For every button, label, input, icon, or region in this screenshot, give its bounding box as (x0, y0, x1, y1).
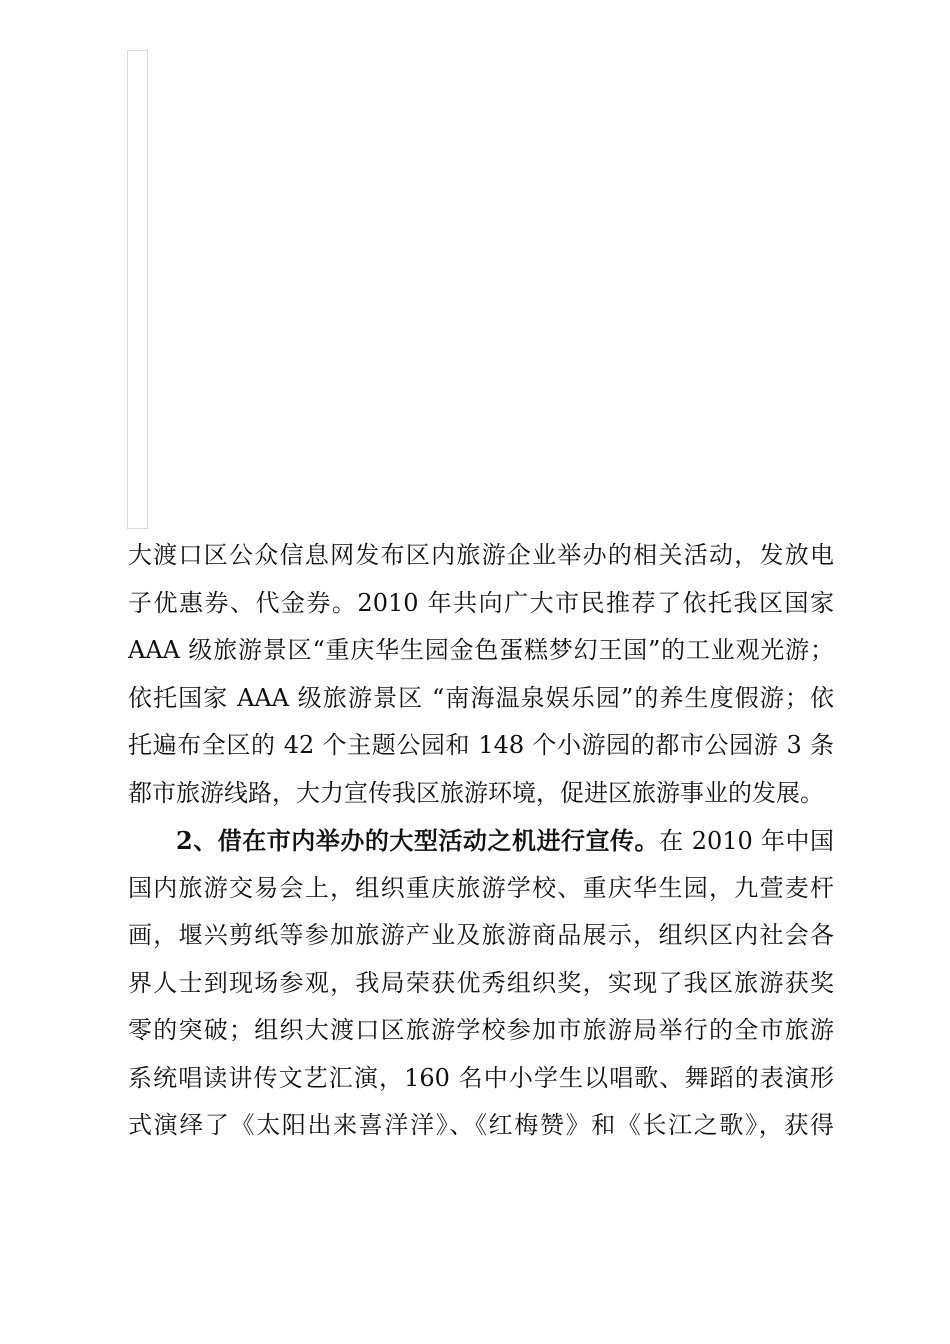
paragraph-2-line-7: 式演绎了《太阳出来喜洋洋》、《红梅赞》和《长江之歌》，获得 (128, 1111, 834, 1139)
paragraph-1-line-3: AAA 级旅游景区“重庆华生园金色蛋糕梦幻王国”的工业观光游； (128, 636, 834, 664)
paragraph-2-line-1-text: 在 2010 年中国 (659, 827, 834, 855)
paragraph-1-line-2: 子优惠券、代金券。2010 年共向广大市民推荐了依托我区国家 (128, 588, 834, 617)
paragraph-1-line-4: 依托国家 AAA 级旅游景区 “南海温泉娱乐园”的养生度假游；依 (128, 683, 834, 712)
empty-frame-box (127, 50, 148, 529)
paragraph-2-line-6: 系统唱读讲传文艺汇演，160 名中小学生以唱歌、舞蹈的表演形 (128, 1063, 834, 1092)
paragraph-1-line-5: 托遍布全区的 42 个主题公园和 148 个小游园的都市公园游 3 条 (128, 731, 834, 759)
paragraph-2-line-3: 画，堰兴剪纸等参加旅游产业及旅游商品展示，组织区内社会各 (128, 921, 834, 949)
paragraph-2-line-1 (128, 817, 834, 865)
paragraph-1-line-6: 都市旅游线路，大力宣传我区旅游环境，促进区旅游事业的发展。 (128, 778, 824, 807)
section-heading: 2、借在市内举办的大型活动之机进行宣传。 (176, 826, 660, 855)
body-text (128, 532, 834, 1150)
paragraph-2-line-2: 国内旅游交易会上，组织重庆旅游学校、重庆华生园，九萱麦杆 (128, 873, 834, 902)
paragraph-2-line-4: 界人士到现场参观，我局荣获优秀组织奖，实现了我区旅游获奖 (128, 968, 834, 997)
paragraph-2-line-5: 零的突破；组织大渡口区旅游学校参加市旅游局举行的全市旅游 (128, 1016, 834, 1044)
paragraph-1-line-1: 大渡口区公众信息网发布区内旅游企业举办的相关活动，发放电 (128, 541, 834, 569)
